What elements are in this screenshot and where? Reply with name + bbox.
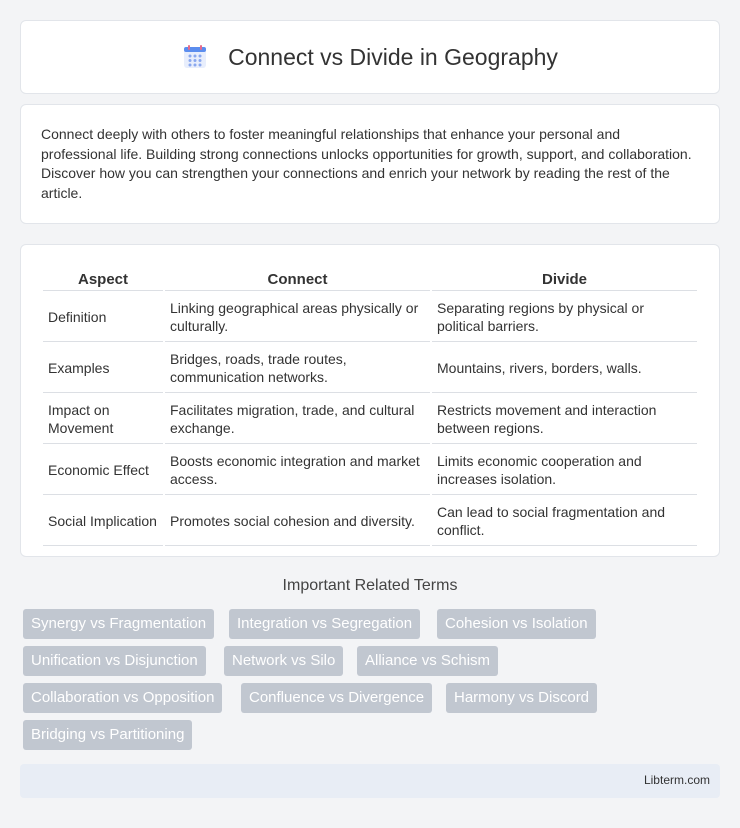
intro-card <box>20 104 720 224</box>
related-term-tag[interactable]: Synergy vs Fragmentation <box>23 609 214 639</box>
related-term-tag[interactable]: Bridging vs Partitioning <box>23 720 192 750</box>
related-term-tag[interactable]: Cohesion vs Isolation <box>437 609 596 639</box>
related-term-tag[interactable]: Harmony vs Discord <box>446 683 597 713</box>
cell-divide: Mountains, rivers, borders, walls. <box>432 344 697 393</box>
cell-aspect: Economic Effect <box>43 446 163 495</box>
header-aspect: Aspect <box>43 267 163 291</box>
table-row <box>43 293 697 342</box>
comparison-card <box>20 244 720 557</box>
cell-connect: Promotes social cohesion and diversity. <box>165 497 430 546</box>
cell-connect: Bridges, roads, trade routes, communication networks. <box>165 344 430 393</box>
table-row <box>43 446 697 495</box>
cell-connect: Boosts economic integration and market access. <box>165 446 430 495</box>
cell-divide: Restricts movement and interaction between regions. <box>432 395 697 444</box>
footer <box>20 764 720 798</box>
cell-connect: Facilitates migration, trade, and cultural exchange. <box>165 395 430 444</box>
cell-connect: Linking geographical areas physically or culturally. <box>165 293 430 342</box>
cell-divide: Limits economic cooperation and increases isolation. <box>432 446 697 495</box>
title-card <box>20 20 720 94</box>
page-title: Connect vs Divide in Geography <box>228 43 558 70</box>
related-term-tag[interactable]: Network vs Silo <box>224 646 343 676</box>
table-row <box>43 344 697 393</box>
intro-text: Connect deeply with others to foster meaningful relationships that enhance your personal and professional life. Building strong connections unlocks opportunities for growth, support, and collaboration. Discover how you can strengthen your connections and enrich your network by reading the rest of the article. <box>41 126 692 201</box>
header-connect: Connect <box>165 267 430 291</box>
related-term-tag[interactable]: Alliance vs Schism <box>357 646 498 676</box>
table-row <box>43 395 697 444</box>
related-term-tag[interactable]: Confluence vs Divergence <box>241 683 432 713</box>
calendar-grid-icon <box>182 44 208 70</box>
related-terms-title: Important Related Terms <box>282 577 458 594</box>
cell-aspect: Definition <box>43 293 163 342</box>
cell-aspect: Examples <box>43 344 163 393</box>
comparison-table <box>41 265 699 548</box>
cell-aspect: Social Implication <box>43 497 163 546</box>
related-term-tag[interactable]: Integration vs Segregation <box>229 609 420 639</box>
footer-site-link[interactable]: Libterm.com <box>643 773 710 787</box>
table-row <box>43 497 697 546</box>
cell-aspect: Impact on Movement <box>43 395 163 444</box>
table-header-row <box>43 267 697 291</box>
cell-divide: Can lead to social fragmentation and conflict. <box>432 497 697 546</box>
header-divide: Divide <box>432 267 697 291</box>
cell-divide: Separating regions by physical or political barriers. <box>432 293 697 342</box>
related-term-tag[interactable]: Collaboration vs Opposition <box>23 683 222 713</box>
related-term-tag[interactable]: Unification vs Disjunction <box>23 646 206 676</box>
